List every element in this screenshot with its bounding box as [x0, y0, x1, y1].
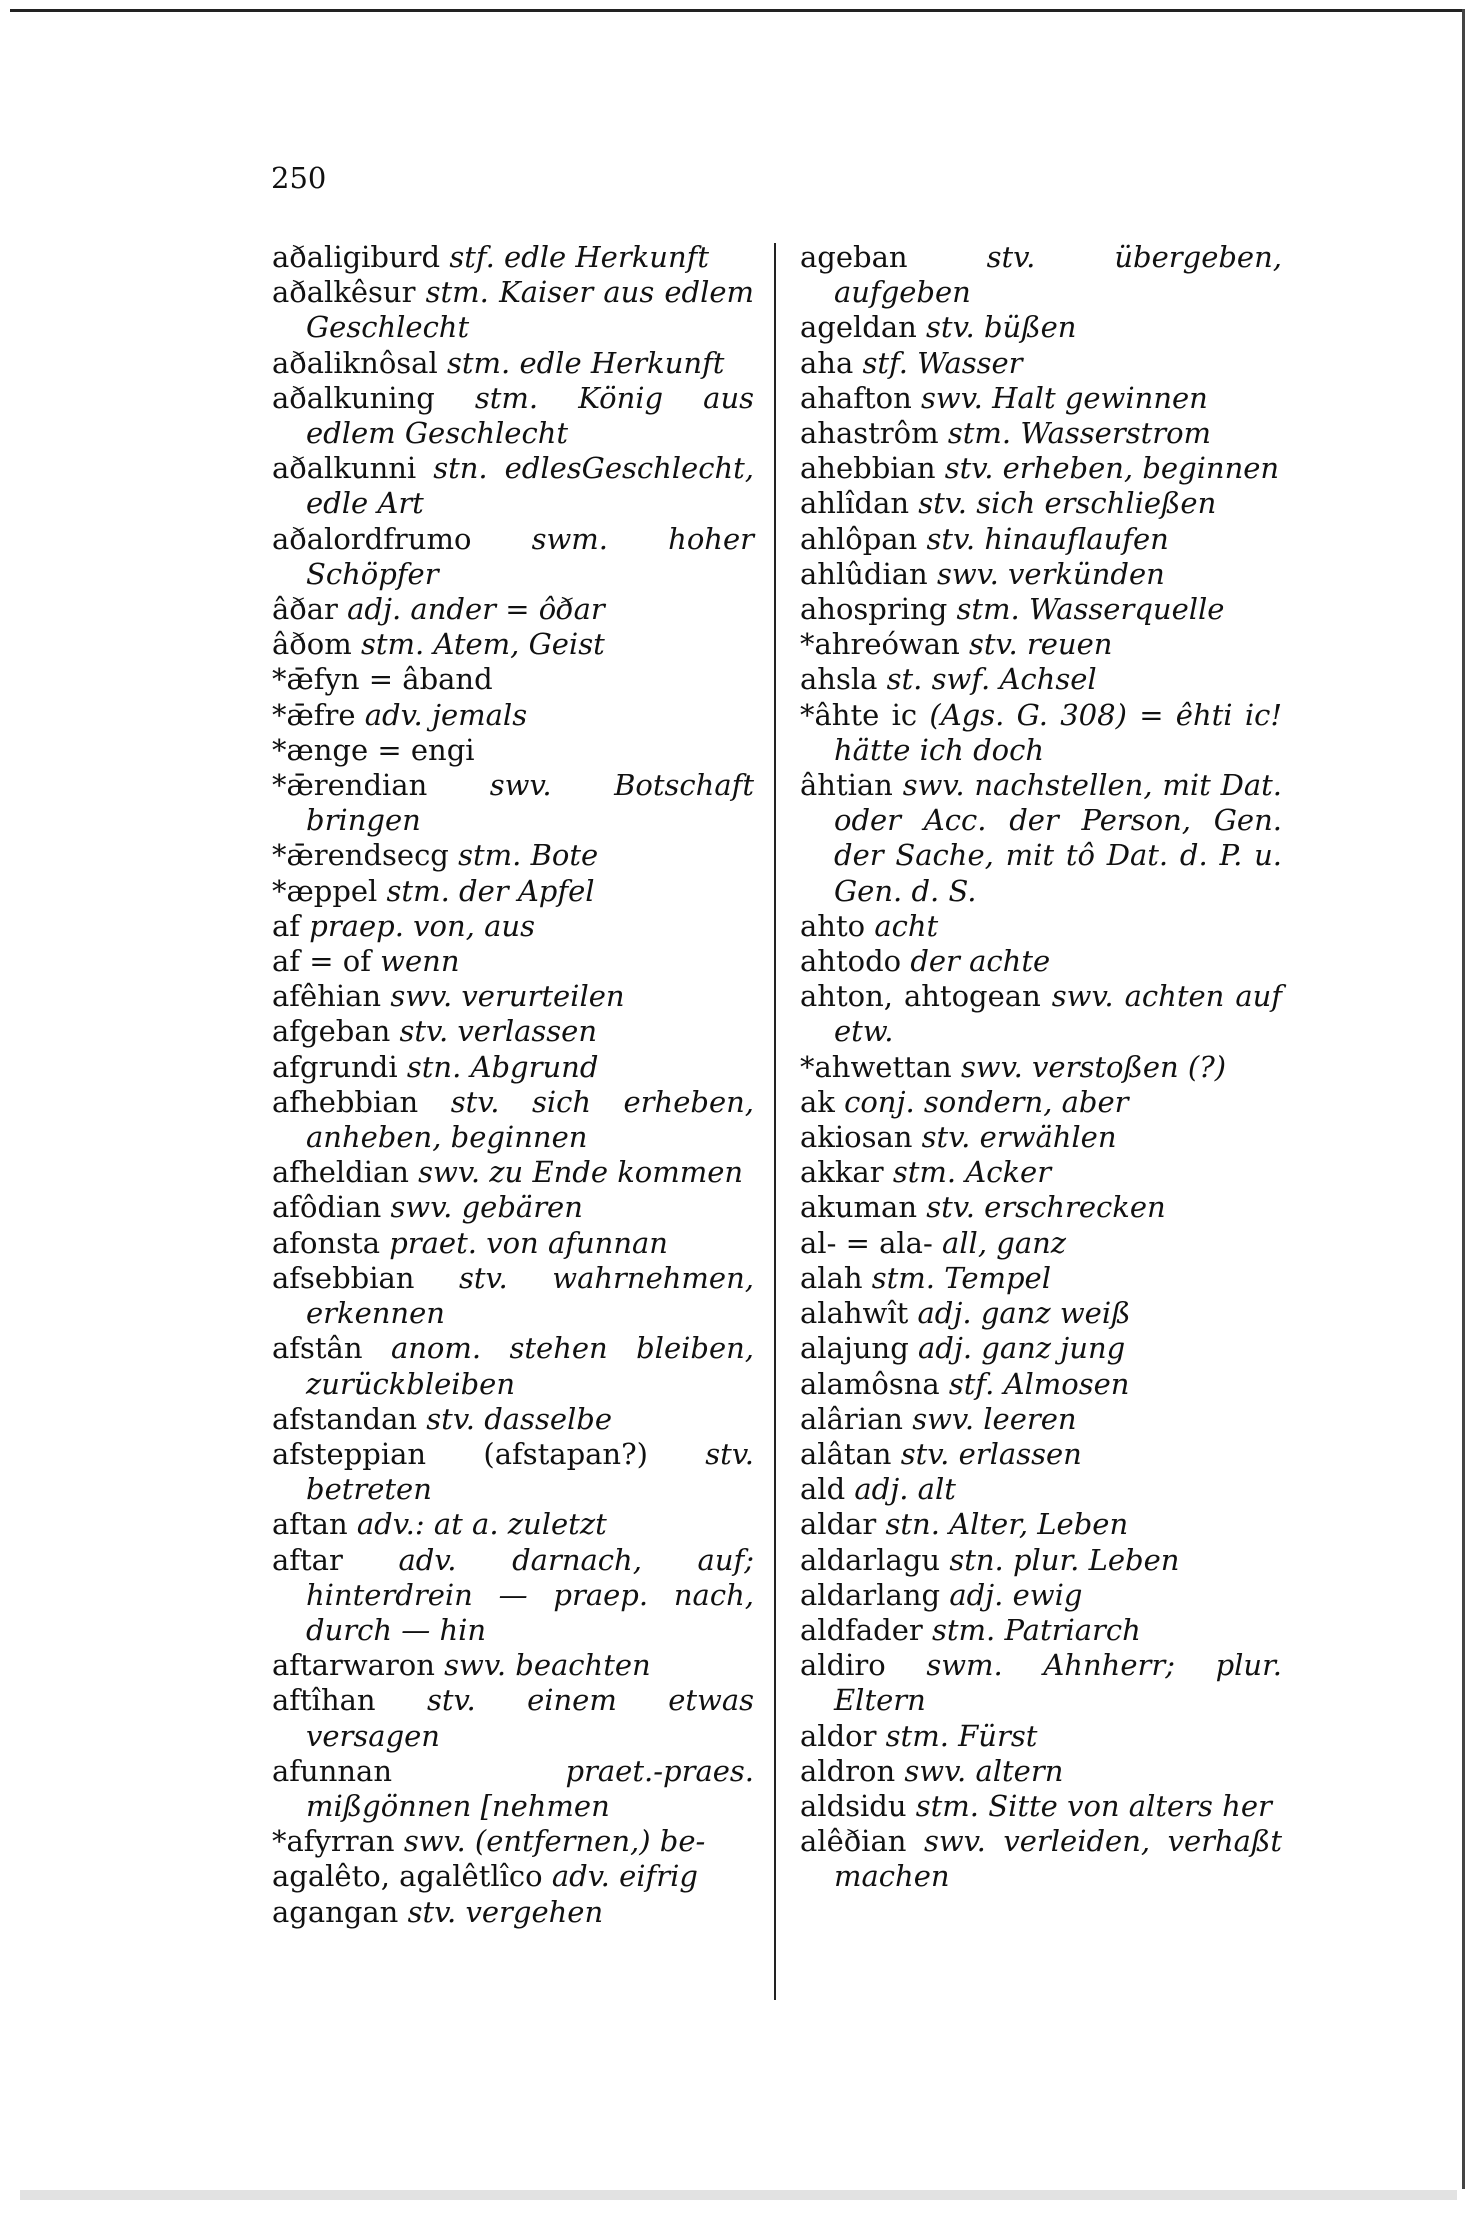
entry-grammar: stv. — [450, 1084, 500, 1119]
dictionary-entry — [800, 310, 1282, 345]
entry-headword: aðalkunni — [272, 451, 417, 486]
entry-gloss: verkünden — [1008, 556, 1165, 591]
entry-gloss: Achsel — [999, 662, 1097, 697]
entry-grammar: swv. — [390, 1190, 453, 1225]
dictionary-entry — [272, 592, 754, 627]
dictionary-entry — [272, 1014, 754, 1049]
entry-gloss: alt — [917, 1472, 956, 1507]
entry-grammar: st. swf. — [886, 662, 991, 697]
entry-grammar: swv. — [489, 768, 552, 803]
entry-gloss: Patriarch — [1004, 1612, 1141, 1647]
entry-grammar: stv. — [986, 240, 1036, 274]
entry-gloss: ander = ôðar — [410, 592, 605, 627]
dictionary-entry — [272, 1226, 754, 1261]
entry-grammar: stm. — [947, 416, 1012, 451]
entry-grammar: stn. — [433, 451, 488, 486]
entry-headword: akkar — [800, 1155, 884, 1190]
dictionary-entry — [272, 627, 754, 662]
entry-gloss: zu Ende kommen — [489, 1155, 744, 1190]
entry-grammar: swv. — [921, 380, 983, 415]
entry-grammar: stm. — [425, 275, 489, 310]
dictionary-entry — [272, 1331, 754, 1401]
entry-headword: afôdian — [272, 1190, 382, 1225]
dictionary-entry — [800, 1085, 1282, 1120]
dictionary-entry — [800, 381, 1282, 416]
entry-grammar: swv. — [960, 1049, 1023, 1084]
entry-headword: aldron — [800, 1753, 896, 1788]
entry-gloss: dasselbe — [484, 1401, 612, 1436]
dictionary-entry — [272, 1155, 754, 1190]
entry-grammar: stv. — [918, 486, 967, 521]
dictionary-entry — [800, 1190, 1282, 1225]
dictionary-entry — [272, 522, 754, 592]
dictionary-entry — [800, 416, 1282, 451]
dictionary-entry — [272, 838, 754, 873]
dictionary-entry — [800, 1226, 1282, 1261]
entry-headword: *ǣrendian — [272, 768, 428, 803]
entry-gloss: Abgrund — [470, 1049, 599, 1084]
dictionary-entry — [800, 1824, 1282, 1894]
entry-grammar: conj. — [844, 1084, 915, 1119]
entry-gloss: edlesGeschlecht, edle Art — [306, 451, 755, 521]
entry-headword: aldfader — [800, 1612, 923, 1647]
dictionary-entry — [800, 698, 1282, 768]
entry-headword: afunnan — [272, 1753, 393, 1788]
entry-gloss: Alter, Leben — [949, 1507, 1129, 1542]
entry-gloss: at a. zuletzt — [433, 1507, 607, 1542]
entry-gloss: reuen — [1026, 627, 1113, 662]
entry-gloss: Kaiser aus edlem Geschlecht — [306, 275, 755, 345]
entry-headword: af = of — [272, 944, 371, 979]
entry-grammar: stv. — [968, 627, 1018, 662]
dictionary-entry — [800, 592, 1282, 627]
entry-headword: alêðian — [800, 1824, 907, 1859]
entry-gloss: von, aus — [413, 908, 535, 943]
entry-headword: ahlîdan — [800, 486, 910, 521]
entry-grammar: swm. — [926, 1648, 1003, 1683]
entry-gloss: Ahnherr; plur. Eltern — [834, 1648, 1282, 1718]
entry-gloss: sich erheben, anheben, beginnen — [306, 1084, 754, 1155]
entry-gloss: leeren — [983, 1401, 1077, 1436]
dictionary-entry — [272, 1190, 754, 1225]
entry-headword: aðaliknôsal — [272, 345, 438, 380]
entry-headword: afstandan — [272, 1401, 418, 1436]
entry-headword: ahlûdian — [800, 556, 928, 591]
entry-gloss: jemals — [431, 697, 528, 732]
entry-grammar: stv. — [426, 1401, 475, 1436]
entry-gloss: Atem, Geist — [433, 627, 605, 662]
entry-grammar: praep. — [309, 908, 404, 943]
entry-grammar: adv.: — [356, 1507, 425, 1542]
entry-gloss: übergeben, aufgeben — [834, 240, 1282, 310]
dictionary-entry — [800, 1719, 1282, 1754]
entry-grammar: swv. — [444, 1648, 507, 1683]
dictionary-entry — [800, 944, 1282, 979]
entry-headword: ahafton — [800, 380, 912, 415]
entry-headword: aldarlang — [800, 1577, 941, 1612]
entry-gloss: erwählen — [979, 1120, 1117, 1155]
entry-grammar: adj. — [347, 592, 402, 627]
entry-headword: ahtodo — [800, 944, 902, 979]
entry-gloss: (entfernen,) be- — [474, 1824, 706, 1859]
entry-gloss: = êhti ic! hätte ich doch — [834, 697, 1283, 767]
entry-headword: ahospring — [800, 592, 948, 627]
entry-gloss: beachten — [515, 1648, 651, 1683]
entry-grammar: stv. — [426, 1683, 476, 1718]
entry-grammar: praet. — [389, 1225, 477, 1260]
dictionary-entry — [272, 768, 754, 838]
entry-gloss: verstoßen (?) — [1032, 1049, 1227, 1084]
entry-grammar: stm. — [446, 345, 511, 380]
entry-grammar: swv. — [390, 979, 453, 1014]
dictionary-entry — [272, 1648, 754, 1683]
dictionary-entry — [272, 1859, 754, 1894]
entry-grammar: stm. — [915, 1788, 980, 1823]
entry-headword: alah — [800, 1260, 863, 1295]
entry-gloss: darnach, auf; hinterdrein — praep. nach, durch — hin — [306, 1542, 755, 1647]
dictionary-entry — [800, 662, 1282, 697]
entry-grammar: swm. — [531, 521, 609, 556]
entry-grammar: swv. — [1051, 979, 1114, 1014]
entry-headword: aldiro — [800, 1648, 886, 1683]
entry-gloss: Leben — [1088, 1542, 1180, 1577]
dictionary-entry — [800, 1754, 1282, 1789]
entry-grammar: swv. — [403, 1824, 466, 1859]
entry-grammar: stm. — [931, 1612, 996, 1647]
entry-grammar: stn. plur. — [949, 1542, 1080, 1577]
entry-gloss: sich erschließen — [976, 486, 1217, 521]
dictionary-entry — [800, 1261, 1282, 1296]
entry-gloss: ewig — [1012, 1577, 1083, 1612]
entry-headword: alahwît — [800, 1296, 909, 1331]
entry-gloss: verleiden, verhaßt machen — [834, 1824, 1282, 1894]
entry-headword: *âhte ic — [800, 697, 918, 732]
dictionary-entry — [272, 698, 754, 733]
dictionary-entry — [272, 1437, 754, 1507]
dictionary-entry — [800, 522, 1282, 557]
entry-headword: *ahreówan — [800, 627, 960, 662]
entry-gloss: vergehen — [465, 1894, 604, 1929]
entry-headword: âðar — [272, 592, 338, 627]
entry-headword: aftar — [272, 1542, 343, 1577]
entry-headword: afsteppian (afstapan?) — [272, 1436, 648, 1471]
entry-grammar: adj. — [854, 1472, 909, 1507]
dictionary-entry — [272, 1085, 754, 1155]
entry-headword: agangan — [272, 1894, 399, 1929]
entry-gloss: edle Herkunft — [504, 240, 710, 274]
entry-gloss: eifrig — [619, 1859, 698, 1894]
entry-gloss: verurteilen — [461, 979, 625, 1014]
entry-grammar: stv. — [459, 1260, 508, 1295]
entry-headword: afstân — [272, 1331, 363, 1366]
dictionary-entry — [800, 1402, 1282, 1437]
dictionary-entry — [800, 979, 1282, 1049]
entry-headword: aðalkuning — [272, 380, 435, 415]
entry-headword: *ǣfyn = âband — [272, 662, 493, 697]
entry-headword: afsebbian — [272, 1260, 415, 1295]
entry-grammar: adj. — [917, 1331, 973, 1366]
entry-grammar: praet.-praes. — [565, 1753, 754, 1788]
entry-gloss: mißgönnen [nehmen — [306, 1788, 610, 1823]
dictionary-entry — [800, 1331, 1282, 1366]
dictionary-entry — [272, 874, 754, 909]
dictionary-entry — [800, 240, 1282, 310]
entry-grammar: adj. — [917, 1296, 972, 1331]
entry-headword: ahastrôm — [800, 416, 939, 451]
entry-gloss: wahrnehmen, erkennen — [306, 1260, 754, 1331]
entry-grammar: stm. — [892, 1155, 957, 1190]
entry-grammar: stn. — [885, 1507, 940, 1542]
entry-headword: akuman — [800, 1190, 918, 1225]
entry-gloss: ganz weiß — [980, 1296, 1131, 1331]
entry-grammar: stm. — [474, 380, 539, 415]
dictionary-entry — [800, 451, 1282, 486]
entry-gloss: betreten — [306, 1472, 432, 1507]
entry-grammar: adv. — [364, 697, 423, 732]
entry-headword: af — [272, 908, 301, 943]
entry-headword: aldsidu — [800, 1788, 907, 1823]
entry-grammar: stm. — [458, 838, 522, 873]
entry-gloss: Fürst — [958, 1718, 1038, 1753]
entry-headword: *ænge = engi — [272, 732, 475, 767]
entry-headword: âðom — [272, 627, 352, 662]
entry-grammar: stv. — [900, 1436, 950, 1471]
dictionary-entry — [272, 944, 754, 979]
entry-gloss: Halt gewinnen — [992, 380, 1208, 415]
entry-gloss: erheben, beginnen — [1002, 451, 1280, 486]
entry-gloss: acht — [874, 908, 939, 943]
dictionary-entry — [272, 733, 754, 768]
entry-headword: ald — [800, 1472, 846, 1507]
page-top-edge — [10, 9, 1463, 12]
dictionary-entry — [800, 1050, 1282, 1085]
dictionary-entry — [272, 1507, 754, 1542]
entry-gloss: erlassen — [958, 1436, 1082, 1471]
entry-gloss: hoher Schöpfer — [306, 521, 754, 591]
dictionary-entry — [800, 1789, 1282, 1824]
entry-headword: aldar — [800, 1507, 877, 1542]
entry-gloss: hinauflaufen — [984, 521, 1169, 556]
entry-gloss: verlassen — [457, 1014, 597, 1049]
entry-headword: alâtan — [800, 1436, 892, 1471]
entry-grammar: swv. — [902, 768, 965, 803]
entry-grammar: stv. — [407, 1894, 457, 1929]
dictionary-entry — [272, 1050, 754, 1085]
dictionary-entry — [272, 346, 754, 381]
entry-headword: afgrundi — [272, 1049, 398, 1084]
entry-headword: aftan — [272, 1507, 348, 1542]
dictionary-entry — [800, 346, 1282, 381]
dictionary-entry — [272, 1824, 754, 1859]
left-column — [272, 240, 754, 1930]
entry-gloss: erschrecken — [984, 1190, 1166, 1225]
entry-gloss: Botschaft bringen — [306, 768, 754, 838]
entry-headword: aftarwaron — [272, 1648, 435, 1683]
entry-grammar: stv. — [926, 521, 976, 556]
entry-headword: *æppel — [272, 873, 378, 908]
entry-grammar: stv. — [944, 451, 994, 486]
entry-grammar: adv. — [551, 1859, 610, 1894]
entry-headword: afhebbian — [272, 1084, 419, 1119]
entry-grammar: stv. — [399, 1014, 449, 1049]
entry-gloss: nachstellen, mit Dat. oder Acc. der Person, Gen. der Sache, mit tô Dat. d. P. u. Gen. d. S. — [834, 768, 1283, 908]
entry-grammar: swv. — [936, 556, 999, 591]
dictionary-entry — [272, 1543, 754, 1649]
entry-gloss: Tempel — [944, 1260, 1051, 1295]
entry-gloss: Wasserquelle — [1028, 592, 1225, 627]
dictionary-entry — [800, 557, 1282, 592]
entry-grammar: stm. — [885, 1718, 949, 1753]
entry-headword: alajung — [800, 1331, 909, 1366]
entry-grammar: stn. — [406, 1049, 462, 1084]
entry-headword: âhtian — [800, 768, 893, 803]
entry-headword: ahlôpan — [800, 521, 918, 556]
entry-gloss: Almosen — [1003, 1366, 1130, 1401]
page-number: 250 — [271, 161, 327, 195]
entry-grammar: swv. — [904, 1753, 967, 1788]
entry-headword: aðalordfrumo — [272, 521, 472, 556]
entry-gloss: der achte — [910, 944, 1051, 979]
entry-gloss: Acker — [965, 1155, 1052, 1190]
entry-gloss: der Apfel — [459, 873, 595, 908]
entry-grammar: stf. — [449, 240, 495, 274]
dictionary-entry — [272, 1402, 754, 1437]
entry-grammar: swv. — [923, 1824, 986, 1859]
entry-gloss: altern — [975, 1753, 1064, 1788]
dictionary-entry — [800, 1648, 1282, 1718]
entry-grammar: stv. — [705, 1436, 754, 1471]
entry-headword: ahton, ahtogean — [800, 979, 1041, 1014]
entry-gloss: sondern, aber — [923, 1084, 1129, 1119]
dictionary-entry — [272, 240, 754, 275]
entry-headword: akiosan — [800, 1120, 913, 1155]
entry-headword: ageldan — [800, 310, 917, 345]
entry-headword: *ahwettan — [800, 1049, 952, 1084]
entry-headword: alamôsna — [800, 1366, 940, 1401]
entry-headword: ak — [800, 1084, 835, 1119]
entry-gloss: ganz jung — [981, 1331, 1126, 1366]
dictionary-entry — [800, 768, 1282, 909]
dictionary-entry — [272, 909, 754, 944]
entry-gloss: König aus edlem Geschlecht — [306, 380, 755, 451]
entry-gloss: wenn — [380, 944, 460, 979]
page-bottom-shadow — [20, 2190, 1457, 2200]
entry-headword: afonsta — [272, 1225, 380, 1260]
entry-gloss: gebären — [461, 1190, 583, 1225]
entry-grammar: stv. — [921, 1120, 971, 1155]
entry-headword: ahsla — [800, 662, 878, 697]
entry-headword: afêhian — [272, 979, 382, 1014]
entry-grammar: stm. — [956, 592, 1020, 627]
entry-grammar: anom. — [390, 1331, 482, 1366]
entry-headword: aðaligiburd — [272, 240, 441, 274]
entry-grammar: stf. — [862, 345, 908, 380]
entry-grammar: swv. — [912, 1401, 975, 1436]
dictionary-entry — [800, 1367, 1282, 1402]
dictionary-entry — [272, 451, 754, 521]
dictionary-entry — [800, 486, 1282, 521]
entry-gloss: büßen — [983, 310, 1077, 345]
entry-gloss: Wasser — [917, 345, 1023, 380]
dictionary-entry — [272, 1261, 754, 1331]
dictionary-entry — [800, 909, 1282, 944]
entry-gloss: stehen bleiben, zurückbleiben — [306, 1331, 755, 1401]
entry-headword: aðalkêsur — [272, 275, 416, 310]
entry-grammar: (Ags. G. 308) — [929, 697, 1127, 732]
entry-headword: afgeban — [272, 1014, 391, 1049]
entry-grammar: adj. — [949, 1577, 1004, 1612]
dictionary-entry — [272, 275, 754, 345]
entry-headword: alârian — [800, 1401, 903, 1436]
entry-gloss: edle Herkunft — [519, 345, 725, 380]
entry-headword: *ǣrendsecg — [272, 838, 449, 873]
page-right-edge — [1462, 9, 1465, 2189]
entry-headword: al- = ala- — [800, 1225, 933, 1260]
entry-headword: agalêto, agalêtlîco — [272, 1859, 543, 1894]
dictionary-entry — [272, 979, 754, 1014]
entry-headword: afheldian — [272, 1155, 409, 1190]
entry-headword: aftîhan — [272, 1683, 376, 1718]
entry-gloss: von afunnan — [486, 1225, 668, 1260]
dictionary-entry — [800, 1155, 1282, 1190]
entry-grammar: stv. — [926, 310, 975, 345]
dictionary-entry — [800, 1543, 1282, 1578]
dictionary-entry — [800, 1437, 1282, 1472]
column-divider — [774, 243, 776, 2000]
entry-gloss: Bote — [530, 838, 599, 873]
dictionary-entry — [800, 1613, 1282, 1648]
entry-headword: *afyrran — [272, 1824, 395, 1859]
entry-headword: aha — [800, 345, 854, 380]
right-column — [800, 240, 1282, 1895]
dictionary-entry — [272, 1895, 754, 1930]
entry-grammar: stm. — [360, 627, 425, 662]
dictionary-entry — [272, 381, 754, 451]
entry-headword: aldor — [800, 1718, 877, 1753]
entry-headword: ahebbian — [800, 451, 936, 486]
entry-gloss: all, ganz — [941, 1225, 1067, 1260]
entry-gloss: einem etwas versagen — [306, 1683, 755, 1753]
dictionary-entry — [800, 1472, 1282, 1507]
dictionary-entry — [800, 627, 1282, 662]
dictionary-entry — [800, 1296, 1282, 1331]
dictionary-entry — [800, 1507, 1282, 1542]
entry-gloss: Wasserstrom — [1020, 416, 1212, 451]
entry-gloss: Sitte von alters her — [988, 1788, 1272, 1823]
dictionary-entry — [272, 1683, 754, 1753]
dictionary-entry — [272, 662, 754, 697]
entry-grammar: stm. — [871, 1260, 936, 1295]
entry-headword: *ǣfre — [272, 697, 356, 732]
entry-grammar: stm. — [386, 873, 450, 908]
entry-grammar: adv. — [398, 1542, 457, 1577]
dictionary-entry — [800, 1120, 1282, 1155]
entry-headword: ahto — [800, 908, 866, 943]
dictionary-entry — [800, 1578, 1282, 1613]
entry-grammar: stv. — [926, 1190, 975, 1225]
entry-grammar: swv. — [418, 1155, 481, 1190]
entry-headword: aldarlagu — [800, 1542, 941, 1577]
entry-headword: ageban — [800, 240, 908, 274]
entry-gloss: achten auf etw. — [834, 979, 1283, 1049]
entry-grammar: stf. — [948, 1366, 995, 1401]
dictionary-entry — [272, 1754, 754, 1824]
